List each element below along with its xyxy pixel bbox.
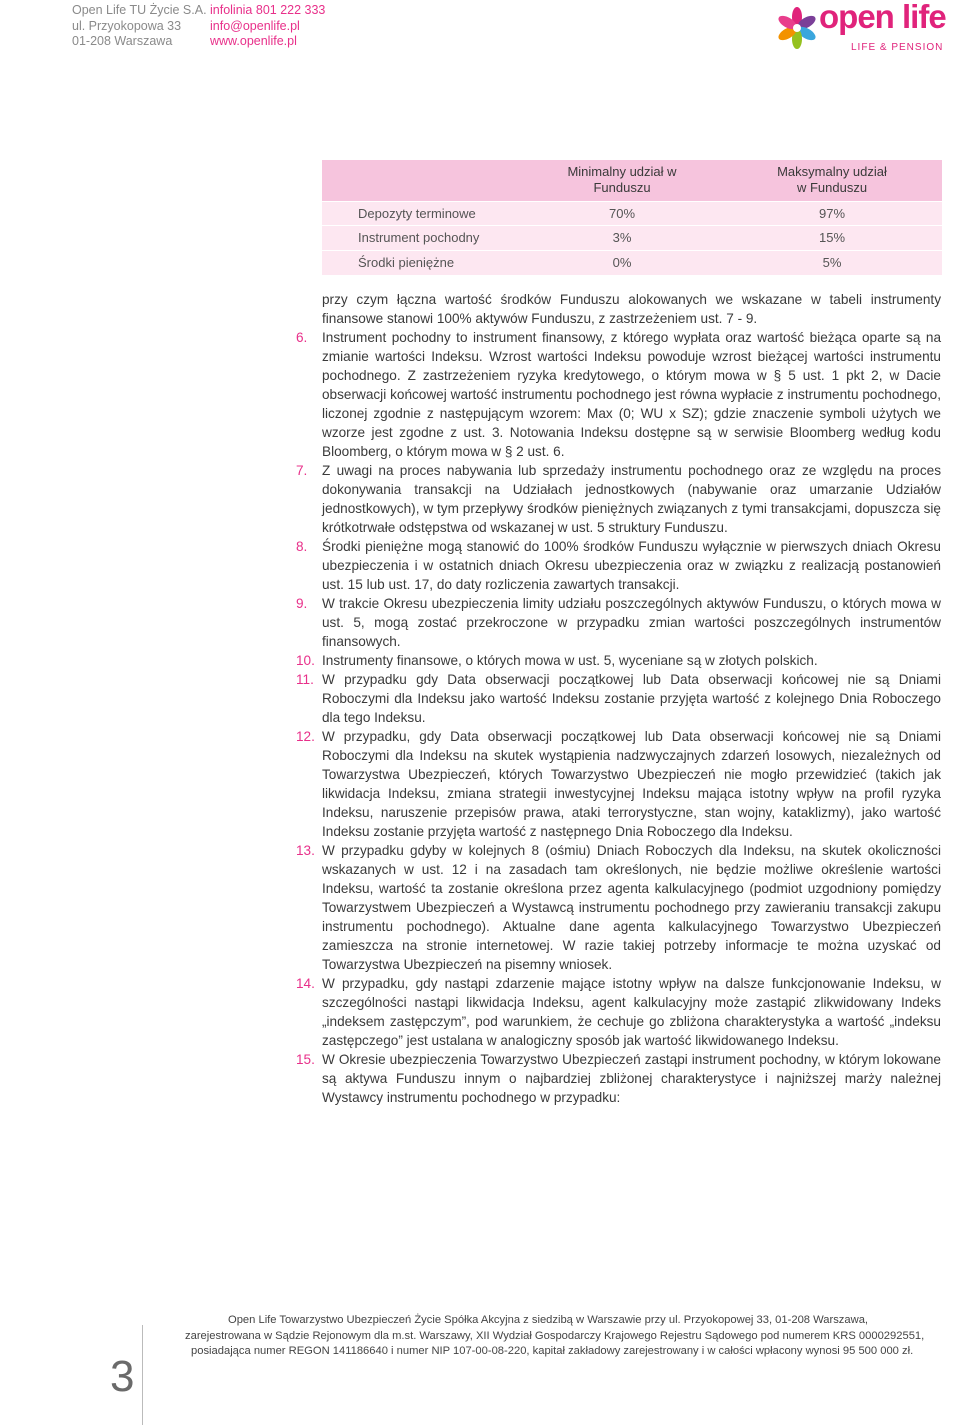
header-label-cell (322, 160, 522, 201)
page-number-divider (142, 1325, 143, 1425)
paragraph-10 (296, 651, 941, 670)
row-min: 3% (522, 226, 722, 251)
footer-line: posiadająca numer REGON 141186640 i numer NIP 107-00-08-220, kapitał zakładowy zarejestrowany i w całości wpłacony wynosi 95 500 000 zł. (191, 1345, 914, 1357)
paragraph-8 (296, 537, 941, 594)
row-max: 15% (722, 226, 942, 251)
row-min: 0% (522, 250, 722, 275)
paragraph-13 (296, 841, 941, 974)
row-max: 97% (722, 201, 942, 226)
company-city: 01-208 Warszawa (72, 34, 173, 48)
paragraph-number: 10. (296, 653, 315, 668)
paragraph-text: W trakcie Okresu ubezpieczenia limity udziału poszczególnych aktywów Funduszu, o których mowa w ust. 5, mogą zostać przekroczone w przypadku zmian wartości poszczególnych instrumentów finansowych. (322, 596, 941, 649)
paragraph-number: 13. (296, 843, 315, 858)
document-body (296, 290, 941, 1107)
paragraph-6 (296, 328, 941, 461)
paragraph-text: W przypadku gdyby w kolejnych 8 (ośmiu) Dniach Roboczych dla Indeksu, na skutek okoliczności wskazanych w ust. 12 i na zasadach tam określonych, nie będzie możliwe określenie wartości Indeksu, wartość ta zostanie określona przez agenta kalkulacyjnego (podmiot uzgodniony pomiędzy Towarzystwem Ubezpieczeń a Wystawcą instrumentu pochodnego przy zawieraniu transakcji zakupu instrumentu pochodnego). Aktualne dane agenta kalkulacyjnego Towarzystwo Ubezpieczeń zamieszcza na stronie internetowej. W razie takiej potrzeby informacje te można uzyskać od Towarzystwa Ubezpieczeń na pisemny wniosek. (322, 843, 941, 972)
paragraph-text: Instrumenty finansowe, o których mowa w ust. 5, wyceniane są w złotych polskich. (322, 653, 818, 668)
website-link[interactable]: www.openlife.pl (210, 34, 297, 48)
row-label: Środki pieniężne (322, 250, 522, 275)
paragraph-number: 8. (296, 539, 308, 554)
paragraph-number: 6. (296, 330, 308, 345)
table-row (322, 250, 942, 275)
page-number: 3 (110, 1352, 135, 1401)
table-row (322, 226, 942, 251)
paragraph-intro (296, 290, 941, 328)
logo-tagline: LIFE & PENSION (851, 42, 944, 53)
row-label: Instrument pochodny (322, 226, 522, 251)
paragraph-12 (296, 727, 941, 841)
paragraph-11 (296, 670, 941, 727)
table-header-row (322, 160, 942, 201)
paragraph-14 (296, 974, 941, 1050)
paragraph-text: Środki pieniężne mogą stanowić do 100% środków Funduszu wyłącznie w pierwszych dniach Okresu ubezpieczenia i w ostatnich dniach Okresu ubezpieczenia oraz w związku z realizacją postanowień ust. 15 lub ust. 17, do daty rozliczenia zawartych transakcji. (322, 539, 941, 592)
header-max-share: Maksymalny udział w Funduszu (722, 160, 942, 201)
company-address (72, 3, 207, 50)
company-contact (210, 3, 325, 50)
row-label: Depozyty terminowe (322, 201, 522, 226)
row-max: 5% (722, 250, 942, 275)
legal-footer (185, 1313, 945, 1360)
paragraph-text: Z uwagi na proces nabywania lub sprzedaży instrumentu pochodnego oraz ze względu na proces dokonywania transakcji na Udziałach jednostkowych (nabywanie oraz umarzanie Udziałów jednostkowych), w tym przepływy środków pieniężnych związanych z tymi transakcjami, dopuszcza się krótkotrwałe odstępstwa od wskazanej w ust. 5 struktury Funduszu. (322, 463, 941, 535)
logo-wordmark: open life (819, 0, 946, 35)
company-name: Open Life TU Życie S.A. (72, 3, 207, 17)
paragraph-text: W Okresie ubezpieczenia Towarzystwo Ubezpieczeń zastąpi instrument pochodny, w którym lokowane są aktywa Funduszu innym o najbardziej zbliżonej charakterystyce i najniższej marży należnej Wystawcy instrumentu pochodnego w przypadku: (322, 1052, 941, 1105)
paragraph-number: 14. (296, 976, 315, 991)
paragraph-text: W przypadku, gdy nastąpi zdarzenie mające istotny wpływ na dalsze funkcjonowanie Indeksu, w szczególności nastąpi likwidacja Indeksu, agent kalkulacyjny może zastąpić zlikwidowany Indeks „indeksem zastępczym”, pod warunkiem, że cechuje go zbliżona charakterystyka a wartość „indeksu zastępczego” jest ustalana w analogiczny sposób jak wartość likwidowanego Indeksu. (322, 976, 941, 1048)
paragraph-number: 11. (296, 672, 314, 687)
table-row (322, 201, 942, 226)
paragraph-text: W przypadku gdy Data obserwacji początkowej lub Data obserwacji końcowej nie są Dniami Roboczymi dla Indeksu jako wartość Indeksu zostanie przyjęta wartość z kolejnego Dnia Roboczego dla tego Indeksu. (322, 672, 941, 725)
paragraph-number: 7. (296, 463, 308, 478)
paragraph-number: 12. (296, 729, 315, 744)
email-link[interactable]: info@openlife.pl (210, 18, 300, 33)
footer-line: zarejestrowana w Sądzie Rejonowym dla m.st. Warszawy, XII Wydział Gospodarczy Krajowego Rejestru Sądowego pod numerem KRS 0000292551, (185, 1329, 925, 1342)
company-street: ul. Przyokopowa 33 (72, 18, 182, 33)
paragraph-9 (296, 594, 941, 651)
paragraph-number (296, 290, 322, 328)
paragraph-text: Instrument pochodny to instrument finansowy, z którego wypłata oraz wartość bieżąca oparte są na zmianie wartości Indeksu. Wzrost wartości Indeksu powoduje wzrost bieżącej wartości instrumentu pochodnego. Z zastrzeżeniem ryzyka kredytowego, o którym mowa w § 5 ust. 1 pkt 2, w Dacie obserwacji końcowej wartość instrumentu pochodnego jest równa wypłacie z instrumentu pochodnego, liczonej zgodnie z następującym wzorem: Max (0; WU x SZ); gdzie znaczenie symboli użytych we wzorze jest zgodne z ust. 3. Notowania Indeksu dostępne są w serwisie Bloomberg według kodu Bloomberg, o którym mowa w § 2 ust. 6. (322, 330, 941, 459)
open-life-logo (775, 0, 955, 54)
paragraph-text: przy czym łączna wartość środków Funduszu alokowanych we wskazane w tabeli instrumenty finansowe stanowi 100% aktywów Funduszu, z zastrzeżeniem ust. 7 - 9. (322, 292, 941, 326)
paragraph-number: 9. (296, 596, 308, 611)
footer-line: Open Life Towarzystwo Ubezpieczeń Życie Spółka Akcyjna z siedzibą w Warszawie przy ul. Przyokopowej 33, 01-208 Warszawa, (228, 1314, 869, 1326)
row-min: 70% (522, 201, 722, 226)
paragraph-number: 15. (296, 1052, 315, 1067)
header-min-share: Minimalny udział w Funduszu (522, 160, 722, 201)
flower-icon (775, 6, 819, 50)
paragraph-15 (296, 1050, 941, 1107)
hotline: infolinia 801 222 333 (210, 3, 326, 17)
paragraph-7 (296, 461, 941, 537)
paragraph-text: W przypadku, gdy Data obserwacji początkowej lub Data obserwacji końcowej nie są Dniami Roboczymi dla Indeksu na skutek wystąpienia nadzwyczajnych zdarzeń losowych, niezależnych od Towarzystwa Ubezpieczeń, których Towarzystwo Ubezpieczeń nie mogło przewidzieć (takich jak likwidacja Indeksu, zmiana strategii inwestycyjnej Indeksu mająca istotny wpływ na profil ryzyka Indeksu, naruszenie przepisów prawa, ataki terrorystyczne, stan wojny, kataklizmy), jako wartość Indeksu zostanie przyjęta wartość z następnego Dnia Roboczego dla Indeksu. (322, 729, 941, 839)
allocation-table (322, 160, 942, 275)
